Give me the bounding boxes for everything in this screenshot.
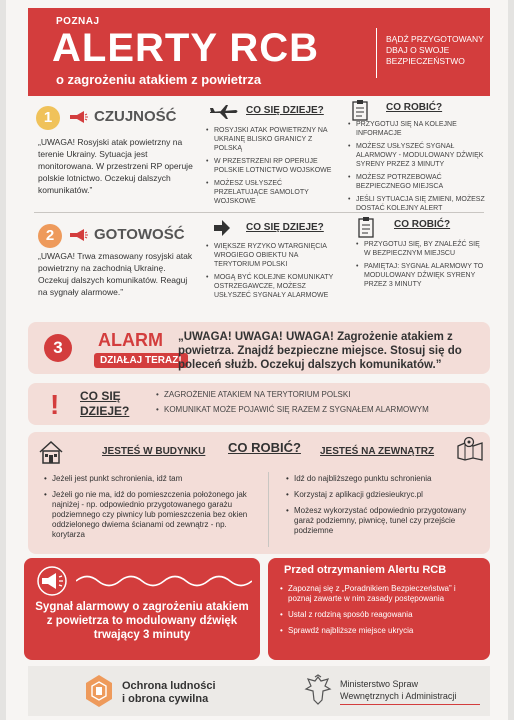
level2-what-list	[206, 242, 336, 304]
list-item: • Korzystaj z aplikacji gdziesieukryc.pl	[286, 490, 482, 500]
list-item: • ROSYJSKI ATAK POWIETRZNY NA UKRAINĘ BLISKO GRANICY Z POLSKĄ	[206, 126, 336, 153]
actions-divider	[268, 472, 269, 547]
happening-list	[156, 389, 486, 419]
list-item: • MOŻESZ USŁYSZEĆ SYGNAŁ ALARMOWY - MODULOWANY DŹWIĘK SYRENY PRZEZ 3 MINUTY	[348, 142, 488, 169]
level3-quote: „UWAGA! UWAGA! UWAGA! Zagrożenie atakiem z powietrza. Znajdź bezpieczne miejsce. Stosuj się do poleceń służb. Oczekuj dalszych komunikatów.”	[178, 331, 462, 371]
clipboard-icon	[352, 99, 368, 121]
level1-number: 1	[36, 106, 60, 130]
alarm-panel	[28, 322, 490, 374]
list-item: • ZAGROŻENIE ATAKIEM NA TERYTORIUM POLSKI	[156, 389, 486, 400]
list-item: • PRZYGOTUJ SIĘ NA KOLEJNE INFORMACJE	[348, 120, 488, 138]
poster	[6, 0, 508, 720]
civil-protection-name: Ochrona ludności i obrona cywilna	[122, 680, 216, 705]
level1-what-list	[206, 126, 336, 210]
header-slogan: BĄDŹ PRZYGOTOWANY DBAJ O SWOJE BEZPIECZEŃSTWO	[386, 34, 484, 66]
arrow-right-icon	[212, 218, 232, 238]
list-item: • MOŻESZ POTRZEBOWAĆ BEZPIECZNEGO MIEJSCA	[348, 173, 488, 191]
list-item: • KOMUNIKAT MOŻE POJAWIĆ SIĘ RAZEM Z SYGNAŁEM ALARMOWYM	[156, 404, 486, 415]
megaphone-icon	[68, 228, 88, 242]
act-now-badge: DZIAŁAJ TERAZ!	[94, 353, 188, 368]
level2-number: 2	[38, 224, 62, 248]
actions-heading: CO ROBIĆ?	[228, 440, 301, 455]
before-alert-panel	[268, 558, 490, 660]
header-divider	[376, 28, 377, 78]
before-alert-list	[280, 584, 480, 642]
happening-heading: CO SIĘ DZIEJE?	[80, 389, 130, 418]
list-item: • Jeżeli go nie ma, idź do pomieszczenia położonego jak najniżej - np. odpowiednio przygotowanego garażu podziemnego czy piwnicy lub pomieszczenia bez okien oddzielonego dwiema ścianami od zewnątrz - np. korytarza	[44, 490, 254, 540]
header-kicker: POZNAJ	[56, 16, 100, 27]
level1-what-heading: CO SIĘ DZIEJE?	[246, 105, 324, 116]
outside-heading: JESTEŚ NA ZEWNĄTRZ	[320, 446, 435, 457]
level3-title: ALARM	[98, 330, 163, 350]
poster-title: ALERTY RCB	[52, 26, 320, 70]
exclamation-icon: !	[50, 389, 60, 420]
footer	[28, 666, 490, 716]
separator	[34, 212, 484, 213]
list-item: • Sprawdź najbliższe miejsce ukrycia	[280, 626, 480, 636]
civil-protection-logo-icon	[84, 674, 114, 708]
list-item: • PRZYGOTUJ SIĘ, BY ZNALEŹĆ SIĘ W BEZPIECZNYM MIEJSCU	[356, 240, 486, 258]
level2-todo-heading: CO ROBIĆ?	[394, 219, 451, 230]
list-item: • PAMIĘTAJ: SYGNAŁ ALARMOWY TO MODULOWANY DŹWIĘK SYRENY PRZEZ 3 MINUTY	[356, 262, 486, 289]
signal-text: Sygnał alarmowy o zagrożeniu atakiem z powietrza to modulowany dźwięk trwający 3 minuty	[35, 601, 249, 641]
level1-todo-heading: CO ROBIĆ?	[386, 102, 443, 113]
list-item: • Jeżeli jest punkt schronienia, idź tam	[44, 474, 254, 484]
building-list	[44, 474, 254, 546]
level2-what-heading: CO SIĘ DZIEJE?	[246, 222, 324, 233]
poster-subtitle: o zagrożeniu atakiem z powietrza	[56, 72, 262, 87]
header-banner	[28, 8, 490, 96]
list-item: • MOGĄ BYĆ KOLEJNE KOMUNIKATY OSTRZEGAWCZE, MOŻESZ USŁYSZEĆ SYGNAŁY ALARMOWE	[206, 273, 336, 300]
siren-wave-icon	[76, 572, 252, 590]
ministry-name: Ministerstwo Spraw Wewnętrznych i Administracji	[340, 679, 457, 701]
clipboard-icon	[358, 216, 374, 238]
level2-title: GOTOWOŚĆ	[94, 226, 185, 243]
level3-number: 3	[44, 334, 72, 362]
before-alert-title: Przed otrzymaniem Alertu RCB	[284, 564, 447, 576]
list-item: • JEŚLI SYTUACJA SIĘ ZMIENI, MOŻESZ DOSTAĆ KOLEJNY ALERT	[348, 195, 488, 213]
level1-quote: „UWAGA! Rosyjski atak powietrzny na terenie Ukrainy. Sytuacja jest monitorowana. W przestrzeni RP operuje polskie lotnictwo. Oczekuj dalszych komunikatów.”	[38, 137, 193, 195]
list-item: • W PRZESTRZENI RP OPERUJE POLSKIE LOTNICTWO WOJSKOWE	[206, 157, 336, 175]
list-item: • Ustal z rodziną sposób reagowania	[280, 610, 480, 620]
airplane-icon	[208, 104, 240, 120]
actions-panel	[28, 432, 490, 554]
level2-todo-list	[356, 240, 486, 293]
ministry-underline	[340, 704, 480, 705]
level2-quote: „UWAGA! Trwa zmasowany rosyjski atak powietrzny na zachodnią Ukrainę. Oczekuj dalszych komunikatów. Reaguj na sygnały alarmowe.”	[38, 251, 193, 297]
level1-title: CZUJNOŚĆ	[94, 108, 177, 125]
map-pin-icon	[456, 436, 484, 462]
outside-list	[286, 474, 482, 542]
happening-panel	[28, 383, 490, 425]
signal-panel	[24, 558, 260, 660]
list-item: • MOŻESZ USŁYSZEĆ PRZELATUJĄCE SAMOLOTY WOJSKOWE	[206, 179, 336, 206]
building-heading: JESTEŚ W BUDYNKU	[102, 446, 206, 457]
megaphone-icon	[68, 110, 88, 124]
house-icon	[38, 440, 64, 464]
level1-todo-list	[348, 120, 488, 217]
list-item: • Idź do najbliższego punktu schronienia	[286, 474, 482, 484]
list-item: • Możesz wykorzystać odpowiednio przygotowany garaż podziemny, piwnicę, tunel czy przejście podziemne	[286, 506, 482, 536]
siren-icon	[34, 566, 70, 596]
list-item: • WIĘKSZE RYZYKO WTARGNIĘCIA WROGIEGO OBIEKTU NA TERYTORIUM POLSKI	[206, 242, 336, 269]
list-item: • Zapoznaj się z „Poradnikiem Bezpieczeństwa” i poznaj zawarte w nim zasady postępowania	[280, 584, 480, 604]
eagle-emblem-icon	[304, 674, 332, 706]
